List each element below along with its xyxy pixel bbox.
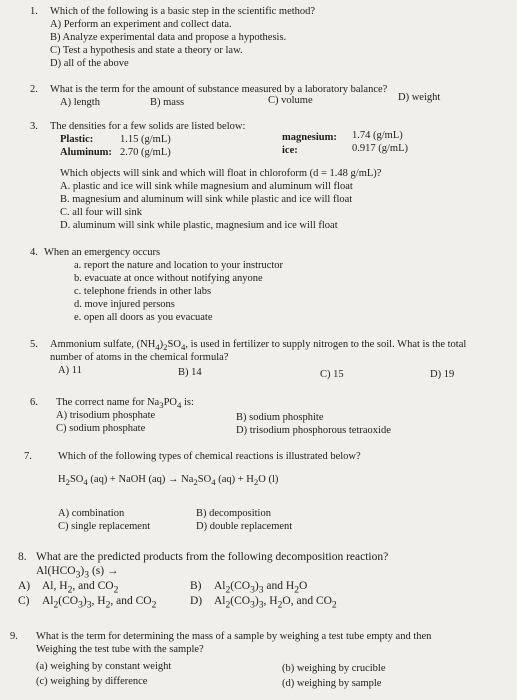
q5-option-d: D) 19 <box>430 369 455 380</box>
q8-option-b: $Al_2(CO_3)_3$ and $H_2O$ <box>214 580 308 596</box>
q5-option-a: A) 11 <box>58 365 82 376</box>
q3-magnesium-label: magnesium: <box>282 132 337 143</box>
q2-option-b: B) mass <box>150 97 185 108</box>
q7-option-d: D) double replacement <box>196 521 293 532</box>
q3-plastic-label: Plastic: <box>60 134 94 145</box>
q1-option-d: D) all of the above <box>50 58 129 69</box>
q8-option-b-label: B) <box>190 580 202 592</box>
q3-question: Which objects will sink and which will float in chloroform (d = 1.48 g/mL)? <box>60 168 382 179</box>
q7-number: 7. <box>24 451 32 462</box>
q2-number: 2. <box>30 84 38 95</box>
q3-aluminum-value: 2.70 (g/mL) <box>120 147 171 158</box>
q9-number: 9. <box>10 631 18 642</box>
q7-option-c: C) single replacement <box>58 521 151 532</box>
q8-option-d: $Al_2(CO_3)_3$, $H_2O$, and $CO_2$ <box>214 595 337 611</box>
q5-number: 5. <box>30 339 38 350</box>
q6-option-c: C) sodium phosphate <box>56 423 146 434</box>
q1-number: 1. <box>30 6 38 17</box>
q8-reactant: $Al(HCO_3)_3$ (s) → <box>36 565 119 581</box>
q8-option-d-label: D) <box>190 595 203 607</box>
q6-option-a: A) trisodium phosphate <box>56 410 156 421</box>
q4-option-a: a. report the nature and location to your instructor <box>74 260 284 271</box>
q3-aluminum-label: Aluminum: <box>60 147 112 158</box>
q3-option-b: B. magnesium and aluminum will sink while plastic and ice will float <box>60 194 353 205</box>
q8-number: 8. <box>18 551 27 563</box>
q3-magnesium-value: 1.74 (g/mL) <box>352 130 403 141</box>
q9-option-c: (c) weighing by difference <box>36 676 148 687</box>
q6-option-b: B) sodium phosphite <box>236 412 324 423</box>
q2-option-d: D) weight <box>398 92 441 103</box>
q8-stem: What are the predicted products from the following decomposition reaction? <box>36 551 389 563</box>
q1-stem: Which of the following is a basic step in the scientific method? <box>50 6 316 17</box>
q9-option-a: (a) weighing by constant weight <box>36 661 172 672</box>
q1-option-b: B) Analyze experimental data and propose a hypothesis. <box>50 32 287 43</box>
q3-ice-label: ice: <box>282 145 298 156</box>
q8-option-a: Al, $H_2$, and $CO_2$ <box>42 580 119 596</box>
q3-option-a: A. plastic and ice will sink while magnesium and aluminum will float <box>60 181 353 192</box>
q4-option-d: d. move injured persons <box>74 299 175 310</box>
q9-stem: What is the term for determining the mass of a sample by weighing a test tube empty and then <box>36 631 432 642</box>
q8-option-a-label: A) <box>18 580 31 592</box>
q9-stem-line2: Weighing the test tube with the sample? <box>36 644 204 655</box>
q4-option-e: e. open all doors as you evacuate <box>74 312 213 323</box>
q4-option-b: b. evacuate at once without notifying anyone <box>74 273 263 284</box>
q3-ice-value: 0.917 (g/mL) <box>352 143 408 154</box>
q7-option-a: A) combination <box>58 508 125 519</box>
q1-option-a: A) Perform an experiment and collect data. <box>50 19 232 30</box>
q5-option-c: C) 15 <box>320 369 344 380</box>
q5-stem-line2: number of atoms in the chemical formula? <box>50 352 229 363</box>
q7-equation: $H_2SO_4$ (aq) + NaOH $(aq) \to Na_2SO_4$ $(aq) + H_2O$ (l) <box>58 474 279 488</box>
q3-option-d: D. aluminum will sink while plastic, magnesium and ice will float <box>60 220 338 231</box>
q3-plastic-value: 1.15 (g/mL) <box>120 134 171 145</box>
q4-number: 4. <box>30 247 38 258</box>
q7-option-b: B) decomposition <box>196 508 271 519</box>
q4-stem: When an emergency occurs <box>44 247 161 258</box>
q2-stem: What is the term for the amount of substance measured by a laboratory balance? <box>50 84 388 95</box>
q3-option-c: C. all four will sink <box>60 207 142 218</box>
q1-option-c: C) Test a hypothesis and state a theory or law. <box>50 45 243 56</box>
q2-option-a: A) length <box>60 97 100 108</box>
q3-number: 3. <box>30 121 38 132</box>
q9-option-d: (d) weighing by sample <box>282 678 382 689</box>
q7-stem: Which of the following types of chemical reactions is illustrated below? <box>58 451 361 462</box>
q2-option-c: C) volume <box>268 95 313 106</box>
q8-option-c-label: C) <box>18 595 30 607</box>
q5-stem: Ammonium sulfate, $(NH_4)_2SO_4$, is used in fertilizer to supply nitrogen to the soil. What is the total <box>50 339 467 353</box>
q4-option-c: c. telephone friends in other labs <box>74 286 212 297</box>
q6-number: 6. <box>30 397 38 408</box>
q9-option-b: (b) weighing by crucible <box>282 663 386 674</box>
q5-option-b: B) 14 <box>178 367 202 378</box>
q6-stem: The correct name for $Na_3PO_4$ is: <box>56 397 194 411</box>
q8-option-c: $Al_2(CO_3)_3$, $H_2$, and $CO_2$ <box>42 595 157 611</box>
q3-stem: The densities for a few solids are listed below: <box>50 121 246 132</box>
q6-option-d: D) trisodium phosphorous tetraoxide <box>236 425 391 436</box>
